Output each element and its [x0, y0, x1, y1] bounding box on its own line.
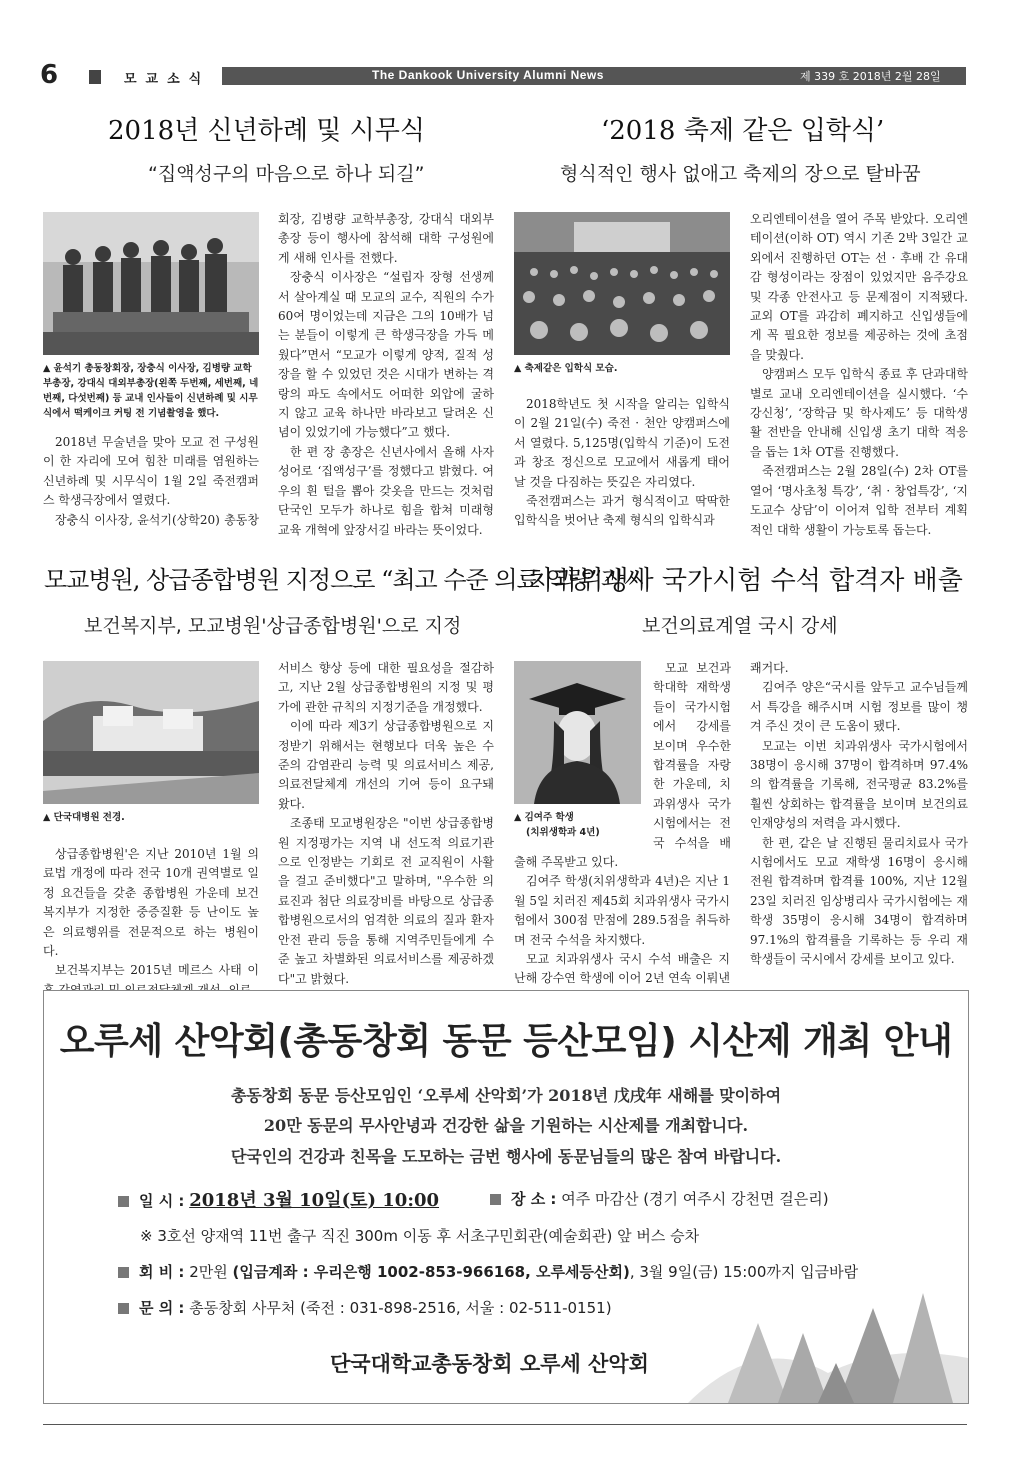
article1-para2: 장충식 이사장, 윤석기(상학20) 총동창 [55, 512, 259, 527]
article4-subtitle: 보건의료계열 국시 강세 [642, 615, 838, 637]
announcement-intro-line1: 총동창회 동문 등산모임인 ‘오루세 산악회’가 2018년 戊戌年 새해를 맞이하여 [230, 1086, 782, 1105]
article4-col1 [514, 853, 730, 989]
article4-line: 모교 보건과 [665, 661, 731, 675]
article1-col1 [43, 433, 259, 530]
date-value: 2018년 3월 10일(토) 10:00 [189, 1190, 440, 1211]
announcement-date-row [118, 1186, 439, 1212]
article1-para1: 2018년 무술년을 맞아 모교 전 구성원이 한 자리에 모여 힘찬 미래를 염원하는 신년하례 및 시무식이 1월 2일 죽전캠퍼스 학생극장에서 열렸다. [43, 435, 259, 508]
article4-caption-line1: ▲ 김여주 학생 [514, 812, 574, 823]
article4-line: 과위생사 국가 [653, 796, 731, 811]
article3-col1 [43, 845, 259, 1000]
square-bullet-icon [118, 1303, 129, 1314]
article2-para3: 양캠퍼스 모두 입학식 종료 후 단과대학별로 교내 오리엔테이션을 실시했다. ‘수강신청’, ‘장학금 및 학사제도’ 등 대학생활 전반을 안내해 신입생 초기 대학 적응을 돕는 1차 OT를 진행했다. [750, 367, 968, 459]
article4-para2: 김여주 학생(치위생학과 4년)은 지난 1월 5일 치러진 제45회 치과위생사 국가시험에서 300점 만점에 289.5점을 취득하며 전국 수석을 차지했다. [514, 874, 730, 947]
place-label: 장 소 : [511, 1190, 557, 1208]
article1-photo [43, 212, 259, 355]
article2-subtitle: 형식적인 행사 없애고 축제의 장으로 탈바꿈 [560, 163, 921, 185]
announcement-intro-line3: 단국인의 건강과 친목을 도모하는 금번 행사에 동문님들의 많은 참여 바랍니다. [230, 1147, 782, 1166]
article4-caption [514, 810, 641, 840]
date-label: 일 시 : [139, 1192, 185, 1210]
article2-caption: ▲ 축제같은 입학식 모습. [514, 363, 618, 374]
article2-col1 [514, 395, 730, 531]
square-bullet-icon [118, 1196, 129, 1207]
bottom-divider [43, 1424, 967, 1425]
square-bullet-icon [118, 1267, 129, 1278]
announcement-intro-line2: 20만 동문의 무사안녕과 건강한 삶을 기원하는 시산제를 개최합니다. [263, 1116, 749, 1135]
announcement-title: 오루세 산악회(총동창회 동문 등산모임) 시산제 개최 안내 [59, 1021, 953, 1062]
fee-deadline: , 3월 9일(금) 15:00까지 입금바람 [629, 1263, 859, 1281]
article4-intro-narrow [653, 659, 731, 853]
article4-photo [514, 661, 641, 804]
contact-value: 총동창회 사무처 (죽전 : 031-898-2516, 서울 : 02-511-0151) [189, 1299, 612, 1317]
article3-subtitle: 보건복지부, 모교병원'상급종합병원'으로 지정 [84, 615, 462, 637]
article4-para1-tail: 출해 주목받고 있다. [514, 855, 619, 869]
article4-line: 학대학 재학생 [653, 680, 731, 695]
article1-caption: ▲ 윤석기 총동창회장, 장충식 이사장, 김병량 교학부총장, 강대식 대외부총장(왼쪽 두번째, 세번째, 네번째, 다섯번째) 등 교내 인사들이 신년하례 및 시무식에서 떡케이크 커팅 전 기념촬영을 했다. [43, 363, 259, 419]
article3-para2-start: 보건복지부는 2015년 메르스 사태 이 [55, 963, 259, 978]
article4-line: 한 가운데, 치 [653, 777, 731, 792]
article1-para2-cont: 회장, 김병량 교학부총장, 강대식 대외부총장 등이 행사에 참석해 대학 구성원에게 새해 인사를 전했다. [278, 212, 494, 265]
announcement-fee-row [118, 1261, 858, 1282]
article3-col2 [278, 659, 494, 989]
section-name: 모교소식 [124, 72, 211, 87]
article2-photo [514, 212, 730, 355]
page-number: 6 [40, 60, 59, 90]
article3-para4: 조종태 모교병원장은 "이번 상급종합병원 지정평가는 지역 내 선도적 의료기관으로 인정받는 기회로 전 교직원이 사활을 걸고 준비했다"고 말하며, "우수한 의료진과 첨단 의료장비를 바탕으로 상급종합병원으로서의 엄격한 의료의 질과 환자안전 관리 등을 통해 지역주민들에게 수준 높고 차별화된 의료서비스를 제공하겠다"고 밝혔다. [278, 816, 494, 986]
article1-para4: 한 편 장 총장은 신년사에서 올해 사자성어로 ‘집액성구’를 정했다고 밝혔다. 여우의 흰 털을 뽑아 갖옷을 만드는 것처럼 단국인 모두가 하나로 힘을 합쳐 미래형 교육 개혁에 앞장서길 바라는 뜻이었다. [278, 444, 494, 537]
square-bullet-icon [490, 1194, 501, 1205]
article3-para3: 이에 따라 제3기 상급종합병원으로 지정받기 위해서는 현행보다 더욱 높은 수준의 감염관리 능력 및 의료서비스 제공, 의료전달체계 개선의 기여 등이 요구돼 왔다. [278, 719, 494, 811]
contact-label: 문 의 : [139, 1299, 185, 1317]
place-value: 여주 마감산 (경기 여주시 강천면 걸은리) [561, 1190, 829, 1208]
article1-title: 2018년 신년하례 및 시무식 [108, 116, 426, 146]
header-square-icon [89, 70, 101, 84]
article3-photo [43, 661, 259, 804]
article4-line: 에서 강세를 [653, 719, 731, 734]
article1-para3: 장충식 이사장은 “설립자 장형 선생께서 살아계실 때 모교의 교수, 직원의 수가 60여 명이었는데 지금은 그의 10배가 넘는 분들이 이렇게 큰 학생극장을 가득 메웠다”면서 “모교가 이렇게 양적, 질적 성장을 할 수 있었던 것은 시대가 변하는 격랑의 파도 속에서도 어떠한 외압에 굴하지 않고 교육 하나만 바라보고 달려온 신념이 있었기에 가능했다”고 했다. [278, 270, 494, 440]
fee-account: (입금계좌 : 우리은행 1002-853-966168, 오루세등산회) [232, 1263, 630, 1281]
announcement-footer: 단국대학교총동창회 오루세 산악회 [330, 1352, 649, 1376]
article2-title: ‘2018 축제 같은 입학식’ [601, 116, 885, 146]
article3-title: 모교병원, 상급종합병원 지정으로 “최고 수준 의료 역량”과시 [44, 566, 646, 594]
announcement-place-row [490, 1188, 829, 1209]
fee-label: 회 비 : [139, 1263, 185, 1281]
article4-para3-cont: 쾌거다. [750, 661, 789, 675]
article1-subtitle: “집액성구의 마음으로 하나 되길” [148, 163, 425, 185]
article4-line: 시험에서는 전 [653, 816, 731, 831]
article4-para3-start: 모교 치과위생사 국시 수석 배출은 지난해 강수연 학생에 이어 2년 연속 이뤄낸 [514, 952, 730, 986]
article4-line: 들이 국가시험 [653, 699, 731, 714]
article4-title: 치과위생사 국가시험 수석 합격자 배출 [528, 566, 963, 596]
announcement-note: ※ 3호선 양재역 11번 출구 직진 300m 이동 후 서초구민회관(예술회관) 앞 버스 승차 [140, 1227, 700, 1245]
announcement-contact-row [118, 1297, 612, 1318]
article4-para5: 모교는 이번 치과위생사 국가시험에서 38명이 응시해 37명이 합격하며 97.4%의 합격률을 기록해, 전국평균 83.2%를 훨씬 상회하는 합격률을 보이며 보건의료 인재양성의 저력을 과시했다. [750, 738, 968, 831]
article4-para4: 김여주 양은“국시를 앞두고 교수님들께서 특강을 해주시며 시험 정보를 많이 챙겨 주신 것이 큰 도움이 됐다. [750, 680, 968, 734]
article4-line: 국 수석을 배 [653, 835, 731, 850]
article2-col2 [750, 210, 968, 540]
article2-para4: 죽전캠퍼스는 2월 28일(수) 2차 OT를 열어 ‘명사초청 특강’, ‘취 · 창업특강’, ‘지도교수 상담’이 이어져 입학 전부터 계획적인 대학 생활이 가능토록 돕는다. [750, 464, 968, 537]
article2-para2-start: 죽전캠퍼스는 과거 형식적이고 딱딱한 입학식을 벗어난 축제 형식의 입학식과 [514, 494, 730, 528]
fee-amount: 2만원 [189, 1263, 228, 1281]
issue-info: 제 339 호 2018년 2월 28일 [800, 70, 941, 83]
article1-col2 [278, 210, 494, 540]
article3-para2-cont: 서비스 향상 등에 대한 필요성을 절감하고, 지난 2월 상급종합병원의 지정 및 평가에 관한 규칙의 지정기준을 개정했다. [278, 661, 494, 714]
article4-line: 보이며 우수한 [653, 738, 731, 753]
article4-line: 합격률을 자랑 [653, 758, 731, 773]
article3-caption: ▲ 단국대병원 전경. [43, 812, 125, 823]
article2-para2-cont: 오리엔테이션을 열어 주목 받았다. 오리엔테이션(이하 OT) 역시 기존 2박 3일간 교외에서 진행하던 OT는 선 · 후배 간 유대감 형성이라는 장점이 있었지만 음주강요 및 각종 안전사고 등 문제점이 지적됐다. 교외 OT를 과감히 폐지하고 신입생들에게 꼭 필요한 정보를 제공하는 것에 초점을 맞췄다. [750, 212, 968, 362]
article4-para6: 한 편, 같은 날 진행된 물리치료사 국가시험에서도 모교 재학생 16명이 응시해 전원 합격하며 합격률 100%, 지난 12월 23일 치러진 임상병리사 국가시험에는 재학생 35명이 응시해 34명이 합격하며 97.1%의 합격률을 기록하는 등 우리 재학생들이 국시에서 강세를 보이고 있다. [750, 835, 968, 967]
article4-col2 [750, 659, 968, 970]
newspaper-title: The Dankook University Alumni News [372, 68, 604, 82]
trees-illustration [668, 1263, 968, 1403]
article2-para1: 2018학년도 첫 시작을 알리는 입학식이 2월 21일(수) 죽전 · 천안 양캠퍼스에서 열렸다. 5,125명(입학식 기준)이 도전과 창조 정신으로 모교에서 새롭게 태어날 것을 다짐하는 뜻깊은 자리였다. [514, 397, 730, 489]
article4-caption-line2: (치위생학과 4년) [526, 827, 600, 838]
article3-para1: 상급종합병원'은 지난 2010년 1월 의료법 개정에 따라 전국 10개 권역별로 일정 요건들을 갖춘 종합병원 가운데 보건복지부가 지정한 중증질환 등 난이도 높은 의료행위를 전문적으로 하는 병원이다. [43, 847, 259, 959]
